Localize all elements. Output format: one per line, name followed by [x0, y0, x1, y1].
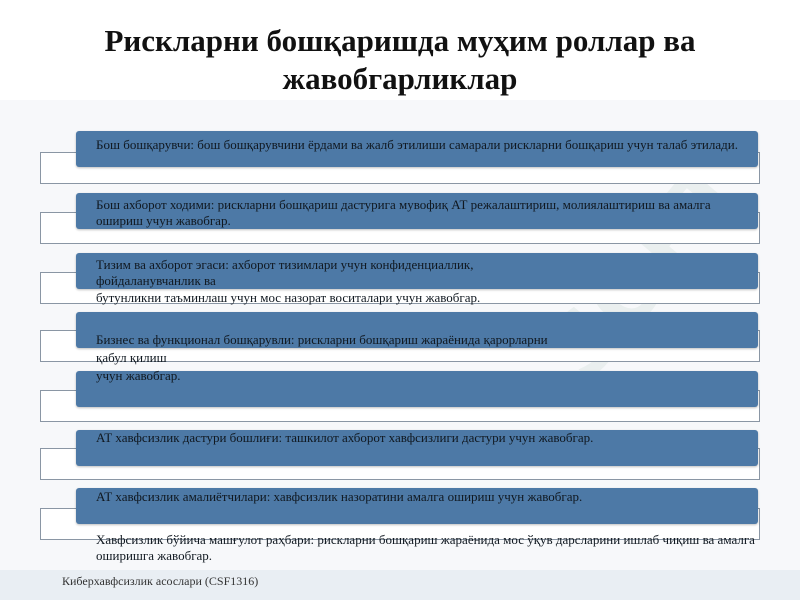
list-item-3-line-2: фойдаланувчанлик ва [96, 273, 216, 288]
list-item-7: Хавфсизлик бўйича машғулот раҳбари: рискларни бошқариш жараёнида мос ўқув дарсларини ишлаб чиқиш ва амалга оширишга жавобгар. [96, 532, 755, 563]
list-item-1: Бош бошқарувчи: бош бошқарувчини ёрдами ва жалб этилиши самарали рискларни бошқариш учун талаб этилади. [96, 137, 738, 152]
list-item-4-line-1: Бизнес ва функционал бошқарувли: рискларни бошқариш жараёнида қарорларни [96, 332, 548, 347]
list-item-2: Бош ахборот ходими: рискларни бошқариш дастурига мувофиқ АТ режалаштириш, молиялаштириш ва амалга ошириш учун жавобгар. [96, 197, 711, 228]
footer-text: Киберхавфсизлик асослари (CSF1316) [62, 574, 259, 588]
list-item-4-line-2: қабул қилиш [96, 350, 167, 365]
list-item-3-line-3: бутунликни таъминлаш учун мос назорат воситалари учун жавобгар. [96, 290, 481, 305]
list-item-6: АТ хавфсизлик амалиётчилари: хавфсизлик назоратини амалга ошириш учун жавобгар. [96, 489, 583, 504]
page-title: Рискларни бошқаришда муҳим роллар ва жавобгарликлар [104, 23, 696, 96]
list-item-4-line-3: учун жавобгар. [96, 368, 181, 383]
list-item-3-line-1: Тизим ва ахборот эгаси: ахборот тизимлари учун конфиденциаллик, [96, 257, 474, 272]
list-item-5: АТ хавфсизлик дастури бошлиғи: ташкилот ахборот хавфсизлиги дастури учун жавобгар. [96, 430, 594, 445]
